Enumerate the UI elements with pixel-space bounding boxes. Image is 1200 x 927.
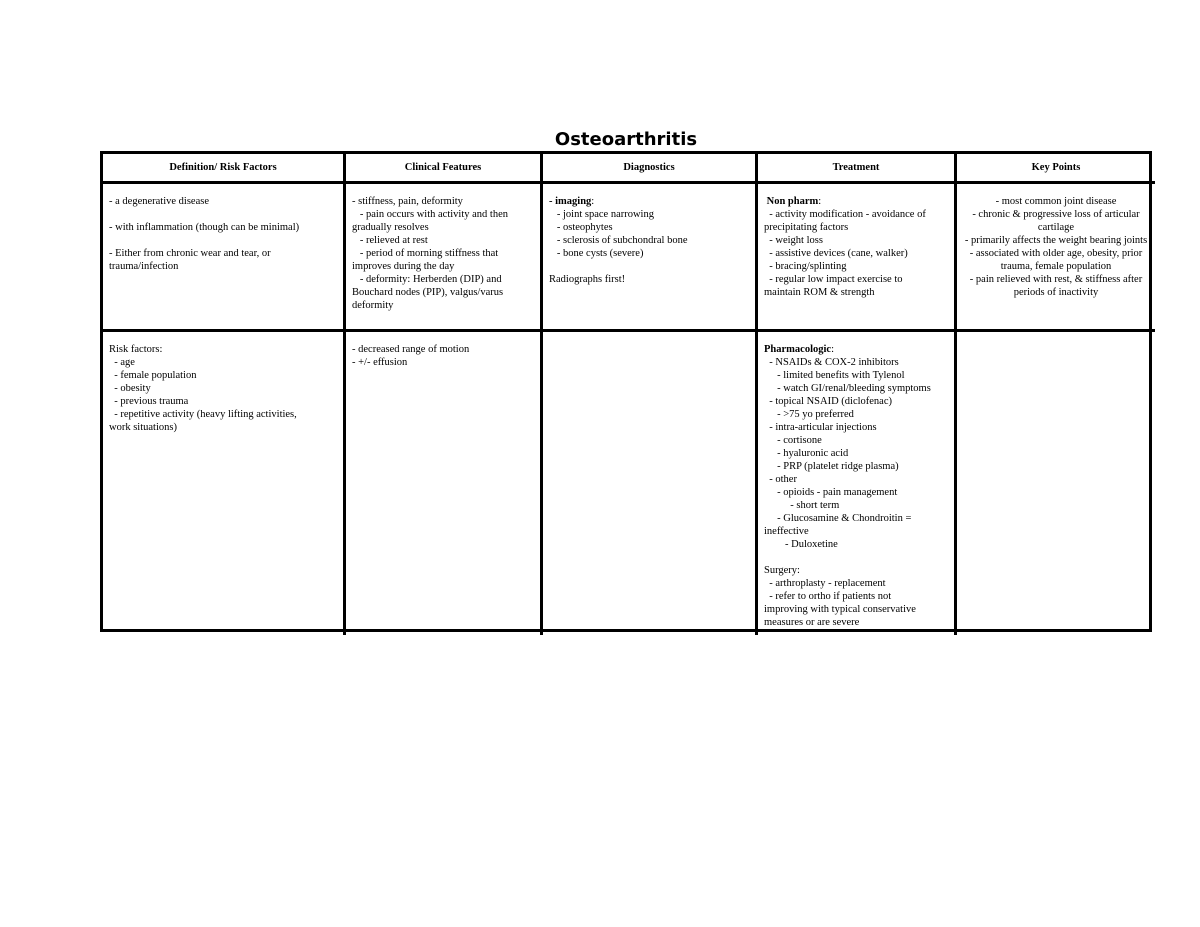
text-line: - Glucosamine & Chondroitin = bbox=[764, 513, 912, 524]
header-treatment: Treatment bbox=[758, 154, 957, 184]
text-line: - Duloxetine bbox=[764, 539, 838, 550]
text-line: - topical NSAID (diclofenac) bbox=[764, 396, 892, 407]
text-line: - Either from chronic wear and tear, or bbox=[109, 248, 271, 259]
diagnostics-list bbox=[549, 208, 749, 286]
pharmacologic-label: Pharmacologic bbox=[764, 344, 832, 355]
text-line bbox=[764, 551, 948, 564]
text-line: trauma/infection bbox=[109, 261, 179, 272]
text-line: - female population bbox=[109, 370, 197, 381]
header-diagnostics: Diagnostics bbox=[543, 154, 758, 184]
text-line: - >75 yo preferred bbox=[764, 409, 854, 420]
cell-key-points-row1 bbox=[957, 184, 1155, 332]
text-line: improving with typical conservative bbox=[764, 604, 916, 615]
cell-key-points-row2 bbox=[957, 332, 1155, 635]
cell-diagnostics-row2 bbox=[543, 332, 758, 635]
text-line: measures or are severe bbox=[764, 617, 860, 628]
text-line: - decreased range of motion bbox=[352, 344, 470, 355]
text-line: - +/- effusion bbox=[352, 357, 408, 368]
imaging-label-colon: : bbox=[591, 196, 595, 207]
text-line: - PRP (platelet ridge plasma) bbox=[764, 461, 899, 472]
text-line bbox=[549, 260, 749, 273]
text-line: Radiographs first! bbox=[549, 274, 626, 285]
text-line: - deformity: Herberden (DIP) and bbox=[352, 274, 502, 285]
text-line: - obesity bbox=[109, 383, 151, 394]
header-definition: Definition/ Risk Factors bbox=[103, 154, 346, 184]
text-line: - pain relieved with rest, & stiffness after periods of inactivity bbox=[969, 274, 1145, 298]
header-key-points: Key Points bbox=[957, 154, 1155, 184]
text-line: - assistive devices (cane, walker) bbox=[764, 248, 908, 259]
text-line: - limited benefits with Tylenol bbox=[764, 370, 905, 381]
text-line: - stiffness, pain, deformity bbox=[352, 196, 463, 207]
cell-clinical-row1 bbox=[346, 184, 543, 332]
text-line: - primarily affects the weight bearing joints bbox=[964, 235, 1148, 246]
text-line: - regular low impact exercise to bbox=[764, 274, 903, 285]
cell-diagnostics-row1 bbox=[543, 184, 758, 332]
text-line: - previous trauma bbox=[109, 396, 189, 407]
text-line: work situations) bbox=[109, 422, 177, 433]
cell-treatment-row1 bbox=[758, 184, 957, 332]
text-line: - pain occurs with activity and then bbox=[352, 209, 508, 220]
osteoarthritis-table bbox=[100, 151, 1152, 632]
text-line: - bracing/splinting bbox=[764, 261, 847, 272]
text-line: - cortisone bbox=[764, 435, 822, 446]
text-line: - intra-articular injections bbox=[764, 422, 877, 433]
text-line: ineffective bbox=[764, 526, 809, 537]
text-line: - bone cysts (severe) bbox=[549, 248, 644, 259]
text-line: - weight loss bbox=[764, 235, 823, 246]
non-pharm-list bbox=[764, 208, 948, 299]
text-line: Surgery: bbox=[764, 565, 800, 576]
cell-definition-row2 bbox=[103, 332, 346, 635]
text-line: - joint space narrowing bbox=[549, 209, 654, 220]
text-line: - period of morning stiffness that bbox=[352, 248, 499, 259]
text-line: - chronic & progressive loss of articular cartilage bbox=[972, 209, 1143, 233]
text-line: - with inflammation (though can be minimal) bbox=[109, 222, 300, 233]
text-line: - opioids - pain management bbox=[764, 487, 898, 498]
imaging-label: - imaging bbox=[549, 196, 592, 207]
pharmacologic-list bbox=[764, 356, 948, 629]
text-line: precipitating factors bbox=[764, 222, 849, 233]
text-line: - NSAIDs & COX-2 inhibitors bbox=[764, 357, 899, 368]
text-line: - sclerosis of subchondral bone bbox=[549, 235, 688, 246]
text-line bbox=[109, 234, 337, 247]
page-title: Osteoarthritis bbox=[554, 129, 698, 150]
text-line: - short term bbox=[764, 500, 840, 511]
text-line: Risk factors: bbox=[109, 344, 163, 355]
text-line: - associated with older age, obesity, prior trauma, female population bbox=[969, 248, 1145, 272]
non-pharm-label-colon: : bbox=[818, 196, 822, 207]
text-line: deformity bbox=[352, 300, 394, 311]
text-line: - hyaluronic acid bbox=[764, 448, 849, 459]
cell-clinical-row2 bbox=[346, 332, 543, 635]
cell-definition-row1 bbox=[103, 184, 346, 332]
text-line: - arthroplasty - replacement bbox=[764, 578, 886, 589]
text-line: - repetitive activity (heavy lifting activities, bbox=[109, 409, 297, 420]
text-line: improves during the day bbox=[352, 261, 455, 272]
pharmacologic-label-colon: : bbox=[831, 344, 834, 355]
text-line: - most common joint disease bbox=[995, 196, 1117, 207]
cell-treatment-row2 bbox=[758, 332, 957, 635]
text-line: maintain ROM & strength bbox=[764, 287, 875, 298]
text-line: - other bbox=[764, 474, 797, 485]
text-line bbox=[109, 208, 337, 221]
text-line: - activity modification - avoidance of bbox=[764, 209, 926, 220]
text-line: Bouchard nodes (PIP), valgus/varus bbox=[352, 287, 504, 298]
text-line: - watch GI/renal/bleeding symptoms bbox=[764, 383, 931, 394]
text-line: - age bbox=[109, 357, 135, 368]
text-line: - relieved at rest bbox=[352, 235, 428, 246]
text-line: - refer to ortho if patients not bbox=[764, 591, 892, 602]
non-pharm-label: Non pharm bbox=[766, 196, 819, 207]
text-line: - a degenerative disease bbox=[109, 196, 209, 207]
text-line: - osteophytes bbox=[549, 222, 613, 233]
header-clinical-features: Clinical Features bbox=[346, 154, 543, 184]
text-line: gradually resolves bbox=[352, 222, 429, 233]
